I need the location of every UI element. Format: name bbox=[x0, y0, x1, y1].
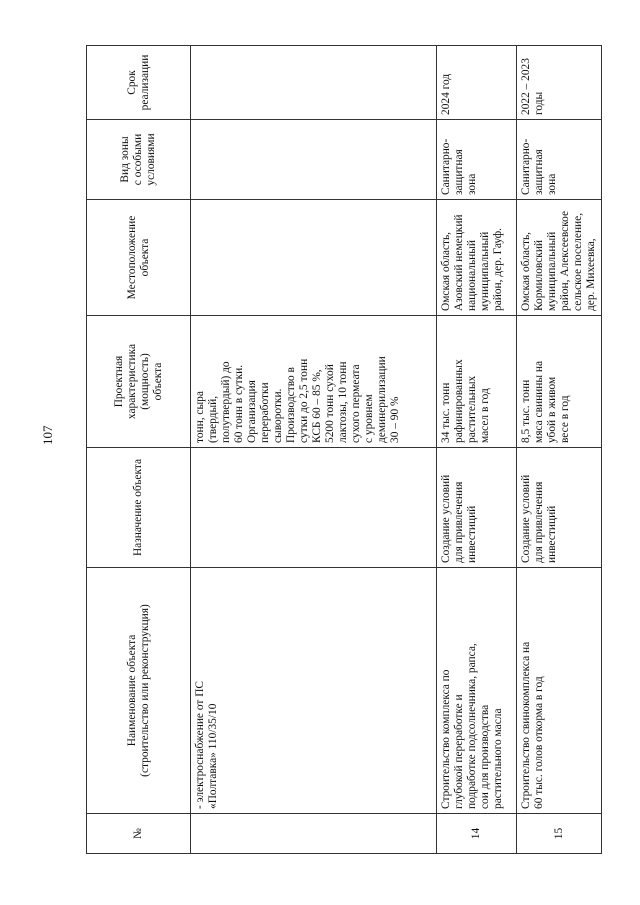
cell-characteristics: 34 тыс. тонн рафинированных растительных масел в год bbox=[437, 316, 517, 448]
cell-term: 2022 – 2023 годы bbox=[517, 46, 602, 120]
cell-name: Строительство комплекса по глубокой переработке и подработке подсолнечника, рапса, сои для производства растительного масла bbox=[437, 568, 517, 814]
header-num: № bbox=[87, 814, 191, 854]
cell-name: Строительство свинокомплекса на 60 тыс. голов откорма в год bbox=[517, 568, 602, 814]
objects-table bbox=[86, 45, 602, 854]
cell-zone: Санитарно- защитная зона bbox=[437, 120, 517, 200]
header-term: Срок реализации bbox=[87, 46, 191, 120]
table-header-row bbox=[87, 46, 191, 854]
page-number: 107 bbox=[40, 425, 55, 445]
table-row bbox=[437, 46, 517, 854]
table-row bbox=[191, 46, 437, 854]
header-purpose: Назначение объекта bbox=[87, 448, 191, 568]
cell-purpose: Создание условий для привлечения инвестиций bbox=[437, 448, 517, 568]
cell-term bbox=[191, 46, 437, 120]
cell-location bbox=[191, 200, 437, 316]
cell-zone: Санитарно- защитная зона bbox=[517, 120, 602, 200]
table-row bbox=[517, 46, 602, 854]
cell-term: 2024 год bbox=[437, 46, 517, 120]
cell-num: 15 bbox=[517, 814, 602, 854]
header-zone: Вид зоны с особыми условиями bbox=[87, 120, 191, 200]
cell-num: 14 bbox=[437, 814, 517, 854]
cell-num bbox=[191, 814, 437, 854]
header-location: Местоположение объекта bbox=[87, 200, 191, 316]
cell-characteristics: 8,5 тыс. тонн мяса свинины на убой в живом весе в год bbox=[517, 316, 602, 448]
cell-characteristics: тонн, сыра (твердый, полутвердый) до 60 тонн в сутки. Организация переработки сыворотки. Производство в сутки до 2,5 тонн КСБ 60 – 85 %, 5200 тонн сухой лактозы, 10 тонн сухого пермеата с уровнем деминерилизации 30 – 90 % bbox=[191, 316, 437, 448]
header-characteristics: Проектная характеристика (мощность) объекта bbox=[87, 316, 191, 448]
cell-name: - электроснабжение от ПС «Полтавка» 110/35/10 bbox=[191, 568, 437, 814]
cell-location: Омская область, Кормиловский муниципальный район, Алексеевское сельское поселение, дер. Михеевка, bbox=[517, 200, 602, 316]
header-name: Наименование объекта (строительство или реконструкция) bbox=[87, 568, 191, 814]
cell-purpose bbox=[191, 448, 437, 568]
cell-location: Омская область, Азовский немецкий национальный муниципальный район, дер. Гауф. bbox=[437, 200, 517, 316]
rotated-table-wrapper bbox=[86, 46, 597, 854]
cell-zone bbox=[191, 120, 437, 200]
cell-purpose: Создание условий для привлечения инвестиций bbox=[517, 448, 602, 568]
